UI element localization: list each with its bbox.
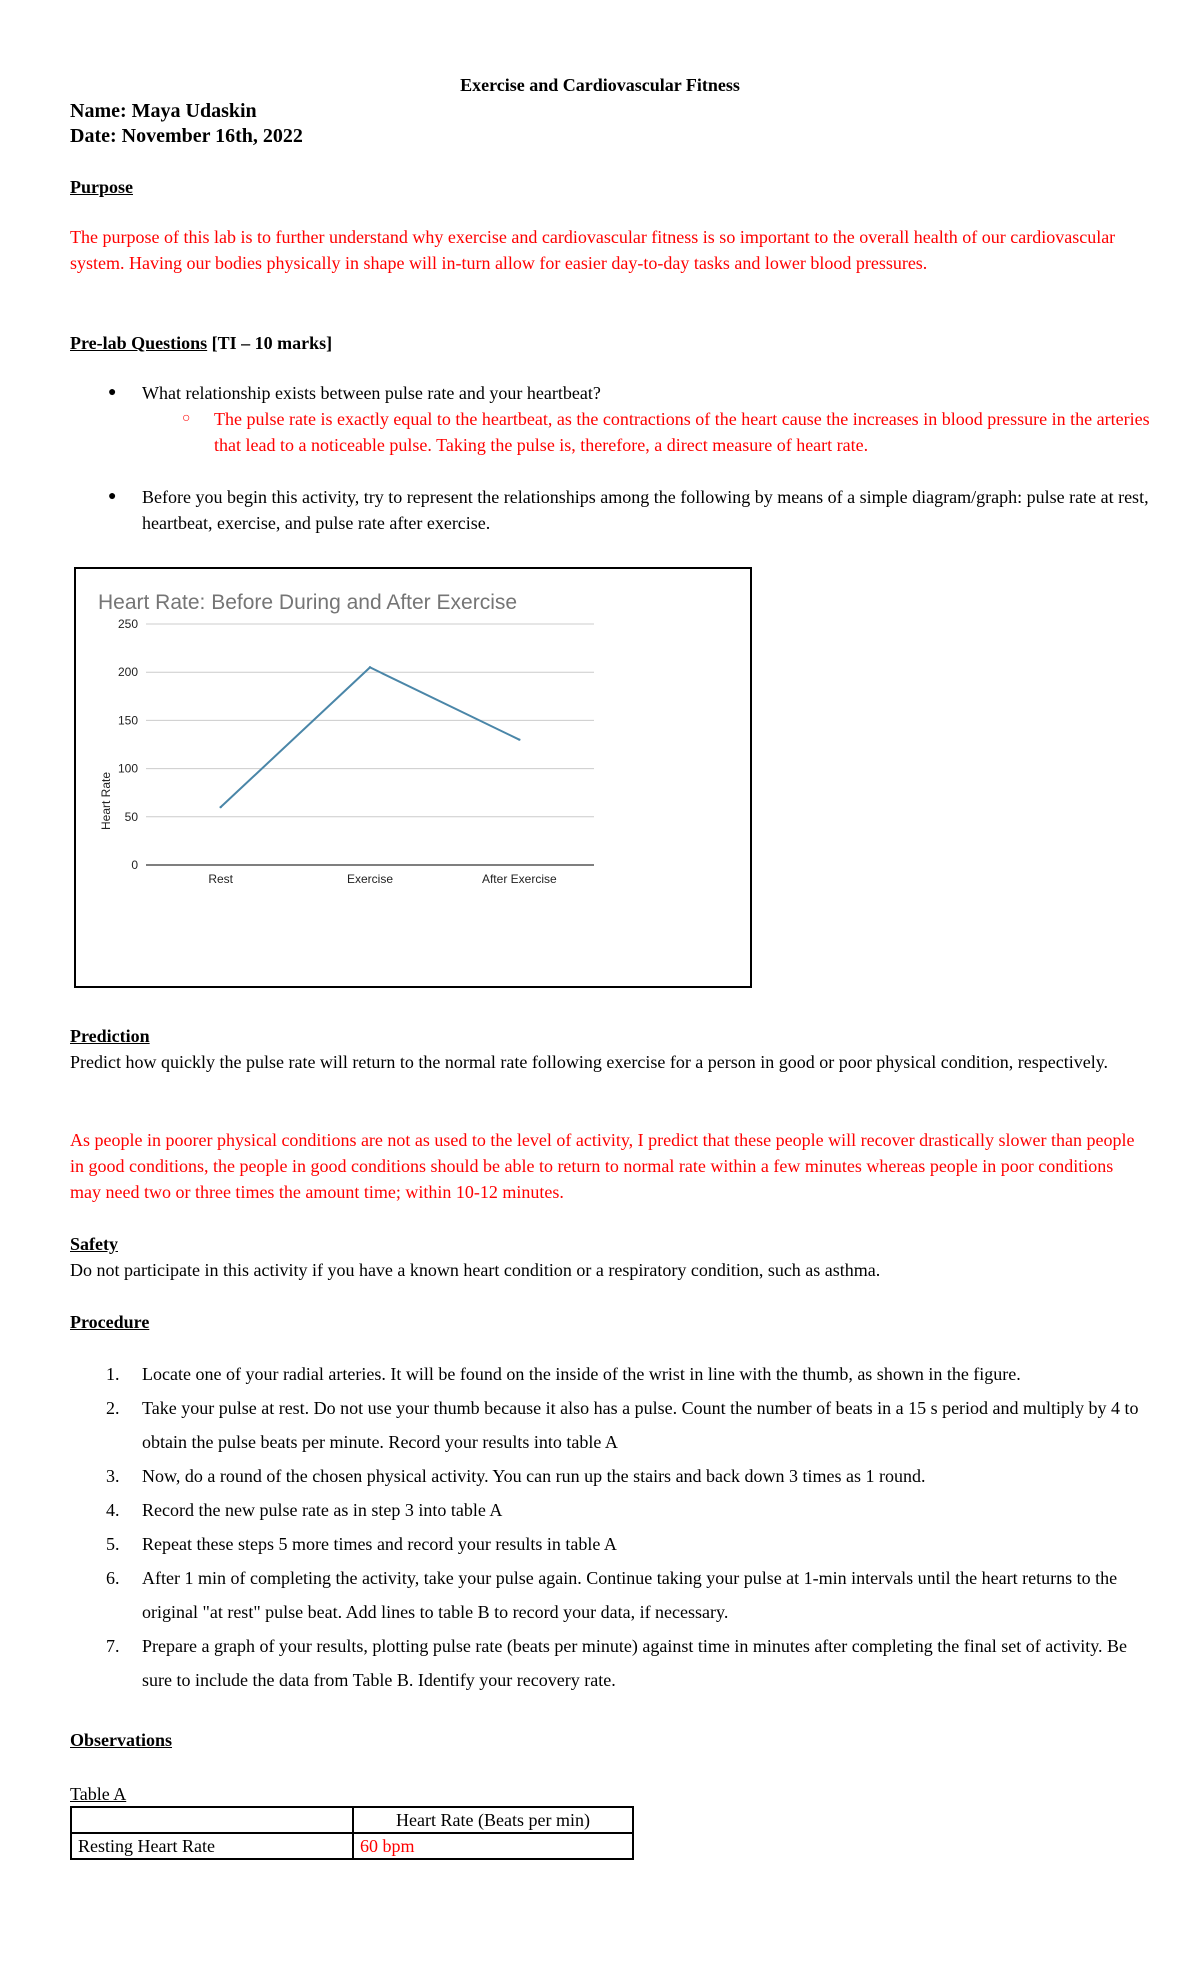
prelab-marks: [TI – 10 marks] xyxy=(207,333,333,353)
procedure-step xyxy=(70,1459,1150,1493)
chart-grid xyxy=(146,624,594,865)
chart-title: Heart Rate: Before During and After Exercise xyxy=(98,591,518,614)
heart-rate-chart xyxy=(74,567,752,988)
purpose-text: The purpose of this lab is to further understand why exercise and cardiovascular fitness is so important to the overall health of our cardiovascular system. Having our bodies physically in shape will in-turn allow for easier day-to-day tasks and lower blood pressures. xyxy=(70,227,1116,273)
purpose-heading: Purpose xyxy=(70,177,133,197)
document-title: Exercise and Cardiovascular Fitness xyxy=(460,75,740,95)
procedure-step-number: 1. xyxy=(106,1364,120,1384)
procedure-step-text: After 1 min of completing the activity, take your pulse again. Continue taking your pulse at 1-min intervals until the heart returns to the original "at rest" pulse beat. Add lines to table B to record your data, if necessary. xyxy=(142,1568,1118,1622)
procedure-step xyxy=(70,1527,1150,1561)
procedure-step-number: 6. xyxy=(106,1568,120,1588)
prelab-answer-1-text: The pulse rate is exactly equal to the heartbeat, as the contractions of the heart cause the increases in blood pressure in the arteries that lead to a noticeable pulse. Taking the pulse is, therefore, a direct measure of heart rate. xyxy=(214,409,1150,455)
chart-y-ticks xyxy=(118,617,138,872)
table-column-header: Heart Rate (Beats per min) xyxy=(353,1807,633,1833)
chart-series-group xyxy=(219,666,520,808)
procedure-step-number: 5. xyxy=(106,1534,120,1554)
procedure-step-text: Take your pulse at rest. Do not use your thumb because it also has a pulse. Count the number of beats in a 15 s period and multiply by 4 to obtain the pulse beats per minute. Record your results into table A xyxy=(142,1398,1139,1452)
student-name: Name: Maya Udaskin xyxy=(70,100,257,122)
table-row xyxy=(71,1833,633,1859)
document-date: Date: November 16th, 2022 xyxy=(70,125,303,147)
table-a-caption: Table A xyxy=(70,1784,127,1804)
prelab-question-2 xyxy=(70,484,1150,536)
chart-x-tick-label: Rest xyxy=(208,872,234,886)
procedure-step-number: 4. xyxy=(106,1500,120,1520)
procedure-step-text: Prepare a graph of your results, plotting pulse rate (beats per minute) against time in minutes after completing the final set of activity. Be sure to include the data from Table B. Identify your recovery rate. xyxy=(142,1636,1128,1690)
table-header-empty-cell xyxy=(71,1807,353,1833)
bullet-icon: ● xyxy=(108,385,117,400)
chart-y-tick-label: 150 xyxy=(117,713,138,728)
procedure-step xyxy=(70,1391,1150,1459)
chart-y-tick-label: 0 xyxy=(131,858,138,872)
chart-data-point xyxy=(518,738,520,740)
procedure-step xyxy=(70,1629,1150,1697)
procedure-step-number: 7. xyxy=(106,1636,120,1656)
chart-x-tick-label: Exercise xyxy=(346,872,394,886)
chart-y-tick-label: 100 xyxy=(117,761,138,776)
chart-data-point xyxy=(369,666,371,668)
prelab-question-2-text: Before you begin this activity, try to represent the relationships among the following by means of a simple diagram/graph: pulse rate at rest, heartbeat, exercise, and pulse rate after exercise. xyxy=(142,487,1149,533)
sub-bullet-icon: ○ xyxy=(182,411,191,426)
chart-y-label: Heart Rate xyxy=(99,771,113,831)
prelab-answer-1 xyxy=(70,406,1150,458)
procedure-step-text: Record the new pulse rate as in step 3 into table A xyxy=(142,1500,503,1520)
table-header-row xyxy=(71,1807,633,1833)
prelab-question-1 xyxy=(70,380,1150,406)
procedure-step-number: 2. xyxy=(106,1398,120,1418)
prelab-heading-line xyxy=(70,330,1140,356)
procedure-step xyxy=(70,1561,1150,1629)
procedure-step-text: Locate one of your radial arteries. It will be found on the inside of the wrist in line with the thumb, as shown in the figure. xyxy=(142,1364,1021,1384)
chart-x-tick-label: After Exercise xyxy=(481,872,557,886)
procedure-heading: Procedure xyxy=(70,1312,150,1332)
prelab-question-list xyxy=(70,380,1150,536)
table-row-value: 60 bpm xyxy=(353,1833,633,1859)
procedure-step-text: Now, do a round of the chosen physical activity. You can run up the stairs and back down 3 times as 1 round. xyxy=(142,1466,926,1486)
safety-heading: Safety xyxy=(70,1234,118,1254)
prediction-answer: As people in poorer physical conditions are not as used to the level of activity, I predict that these people will recover drastically slower than people in good conditions, the people in good conditions should be able to return to normal rate within a few minutes whereas people in poor conditions may need two or three times the amount time; within 10-12 minutes. xyxy=(70,1130,1135,1202)
chart-series-line xyxy=(221,667,520,807)
observations-heading: Observations xyxy=(70,1730,173,1750)
chart-data-point xyxy=(219,806,221,808)
procedure-step xyxy=(70,1357,1150,1391)
chart-y-tick-label: 200 xyxy=(117,665,138,680)
prediction-prompt: Predict how quickly the pulse rate will return to the normal rate following exercise for a person in good or poor physical condition, respectively. xyxy=(70,1052,1109,1072)
chart-y-tick-label: 250 xyxy=(117,617,138,631)
table-row-label: Resting Heart Rate xyxy=(71,1833,353,1859)
chart-y-tick-label: 50 xyxy=(124,809,138,824)
procedure-step-text: Repeat these steps 5 more times and record your results in table A xyxy=(142,1534,617,1554)
procedure-step-number: 3. xyxy=(106,1466,120,1486)
procedure-step xyxy=(70,1493,1150,1527)
procedure-list xyxy=(70,1357,1150,1697)
table-a xyxy=(70,1806,634,1860)
chart-canvas xyxy=(76,569,750,986)
prelab-heading: Pre-lab Questions xyxy=(70,333,208,353)
prelab-question-1-text: What relationship exists between pulse rate and your heartbeat? xyxy=(142,383,601,403)
bullet-icon: ● xyxy=(108,489,117,504)
chart-x-ticks xyxy=(208,872,557,886)
prediction-heading: Prediction xyxy=(70,1026,150,1046)
safety-text: Do not participate in this activity if you have a known heart condition or a respiratory condition, such as asthma. xyxy=(70,1260,881,1280)
